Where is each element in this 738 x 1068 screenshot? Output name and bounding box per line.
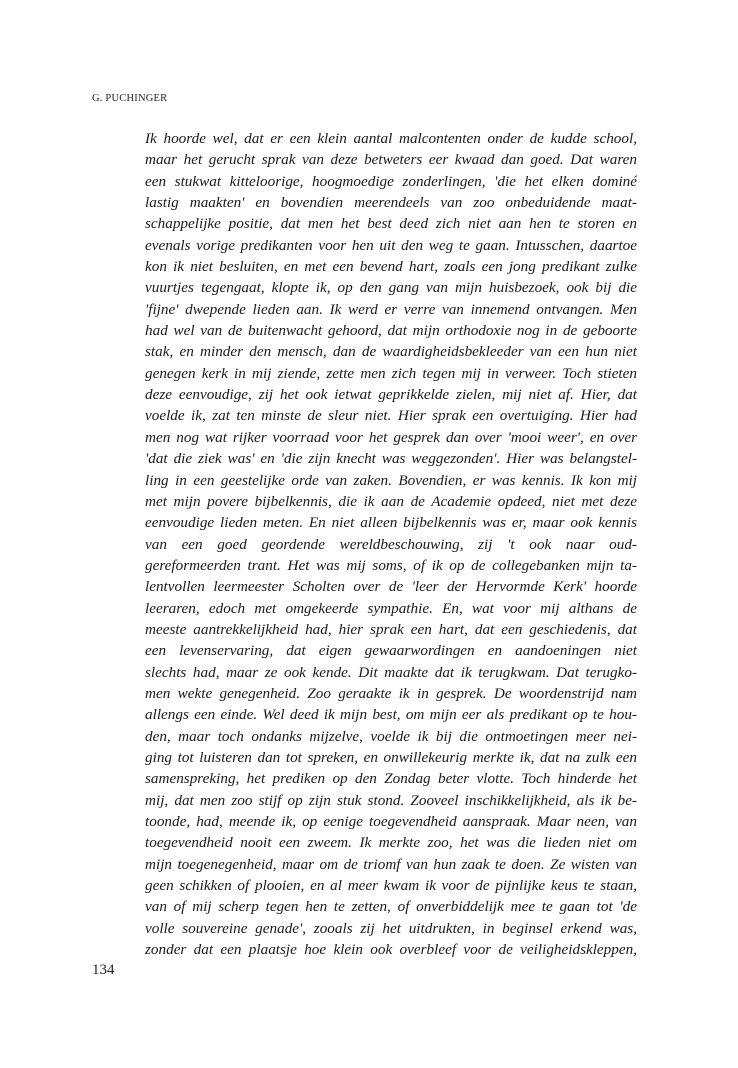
text-line: voelde ik, zat ten minste de sleur niet. Hier sprak een overtuiging. Hier had: [145, 407, 637, 425]
text-line: volle souvereine genade', zooals zij het uitdrukten, in beginsel erkend was,: [145, 919, 637, 937]
text-line: 'fijne' dwepende lieden aan. Ik werd er verre van innemend ontvangen. Men: [145, 300, 637, 318]
text-line: een levenservaring, dat eigen gewaarwordingen en aandoeningen niet: [145, 642, 637, 660]
text-line: leeraren, edoch met omgekeerde sympathie. En, wat voor mij althans de: [145, 599, 637, 617]
text-line: schappelijke positie, dat men het best deed zich niet aan hen te storen en: [145, 215, 637, 233]
text-line: deze eenvoudige, zij het ook ietwat geprikkelde zielen, mij niet af. Hier, dat: [145, 386, 637, 404]
text-line: kon ik niet besluiten, en met een bevend hart, zoals een jong predikant zulke: [145, 258, 637, 276]
text-line: met mijn povere bijbelkennis, die ik aan de Academie opdeed, niet met deze: [145, 492, 637, 510]
text-line: ging tot luisteren dan tot spreken, en onwillekeurig merkte ik, dat na zulk een: [145, 748, 637, 766]
text-line: samenspreking, het prediken op den Zondag beter vlotte. Toch hinderde het: [145, 770, 637, 788]
text-line: toegevendheid nooit een zweem. Ik merkte zoo, het was die lieden niet om: [145, 834, 637, 852]
text-line: mij, dat men zoo stijf op zijn stuk stond. Zooveel inschikkelijkheid, als ik be-: [145, 791, 637, 809]
text-line: mijn toegenegenheid, maar om de triomf van hun zaak te doen. Ze wisten van: [145, 855, 637, 873]
text-line: slechts had, maar ze ook kende. Dit maakte dat ik terugkwam. Dat terugko-: [145, 663, 637, 681]
text-line: zonder dat een plaatsje hoe klein ook overbleef voor de veiligheidskleppen,: [145, 941, 637, 959]
text-line: men wekte genegenheid. Zoo geraakte ik in gesprek. De woordenstrijd nam: [145, 684, 637, 702]
text-line: Ik hoorde wel, dat er een klein aantal malcontenten onder de kudde school,: [145, 130, 637, 147]
text-line: van of mij scherp tegen hen te zetten, of onverbiddelijk mee te gaan tot 'de: [145, 898, 637, 916]
text-line: evenals vorige predikanten voor hen uit den weg te gaan. Intusschen, daartoe: [145, 236, 637, 254]
text-line: van een goed geordende wereldbeschouwing, zij 't ook naar oud-: [145, 535, 637, 553]
page-number: 134: [92, 962, 115, 978]
text-line: gereformeerden trant. Het was mij soms, of ik op de collegebanken mijn ta-: [145, 556, 637, 574]
text-line: genegen kerk in mij ziende, zette men zich tegen mij in verweer. Toch stieten: [145, 364, 637, 382]
text-line: vuurtjes tegengaat, klopte ik, op den gang van mijn huisbezoek, ook bij die: [145, 279, 637, 297]
text-line: had wel van de buitenwacht gehoord, dat mijn orthodoxie nog in de geboorte: [145, 322, 637, 340]
text-line: stak, en minder den mensch, dan de waardigheidsbekleeder van een hun niet: [145, 343, 637, 361]
text-line: maar het gerucht sprak van deze betweters eer kwaad dan goed. Dat waren: [145, 151, 637, 169]
text-line: allengs een einde. Wel deed ik mijn best, om mijn eer als predikant op te hou-: [145, 706, 637, 724]
text-line: geen schikken of plooien, en al meer kwam ik voor de pijnlijke keus te staan,: [145, 877, 637, 895]
text-line: eenvoudige lieden meten. En niet alleen bijbelkennis was er, maar ook kennis: [145, 514, 637, 532]
text-line: 'dat die ziek was' en 'die zijn knecht was weggezonden'. Hier was belangstel-: [145, 450, 637, 468]
body-paragraph: [145, 128, 637, 960]
text-line: meeste aantrekkelijkheid had, hier sprak een hart, dat een geschiedenis, dat: [145, 620, 637, 638]
text-line: lastig maakten' en bovendien meerendeels van zoo onbeduidende maat-: [145, 194, 637, 212]
text-line: ling in een geestelijke orde van zaken. Bovendien, er was kennis. Ik kon mij: [145, 471, 637, 489]
text-line: den, maar toch ondanks mijzelve, voelde ik bij die ontmoetingen meer nei-: [145, 727, 637, 745]
running-head: G. PUCHINGER: [92, 93, 168, 104]
text-line: lentvollen leermeester Scholten over de 'leer der Hervormde Kerk' hoorde: [145, 578, 637, 596]
text-line: men nog wat rijker voorraad voor het gesprek dan over 'mooi weer', en over: [145, 428, 637, 446]
text-line: een stukwat kitteloorige, hoogmoedige zonderlingen, 'die het elken dominé: [145, 172, 637, 190]
text-line: toonde, had, meende ik, op eenige toegevendheid aanspraak. Maar neen, van: [145, 813, 637, 830]
